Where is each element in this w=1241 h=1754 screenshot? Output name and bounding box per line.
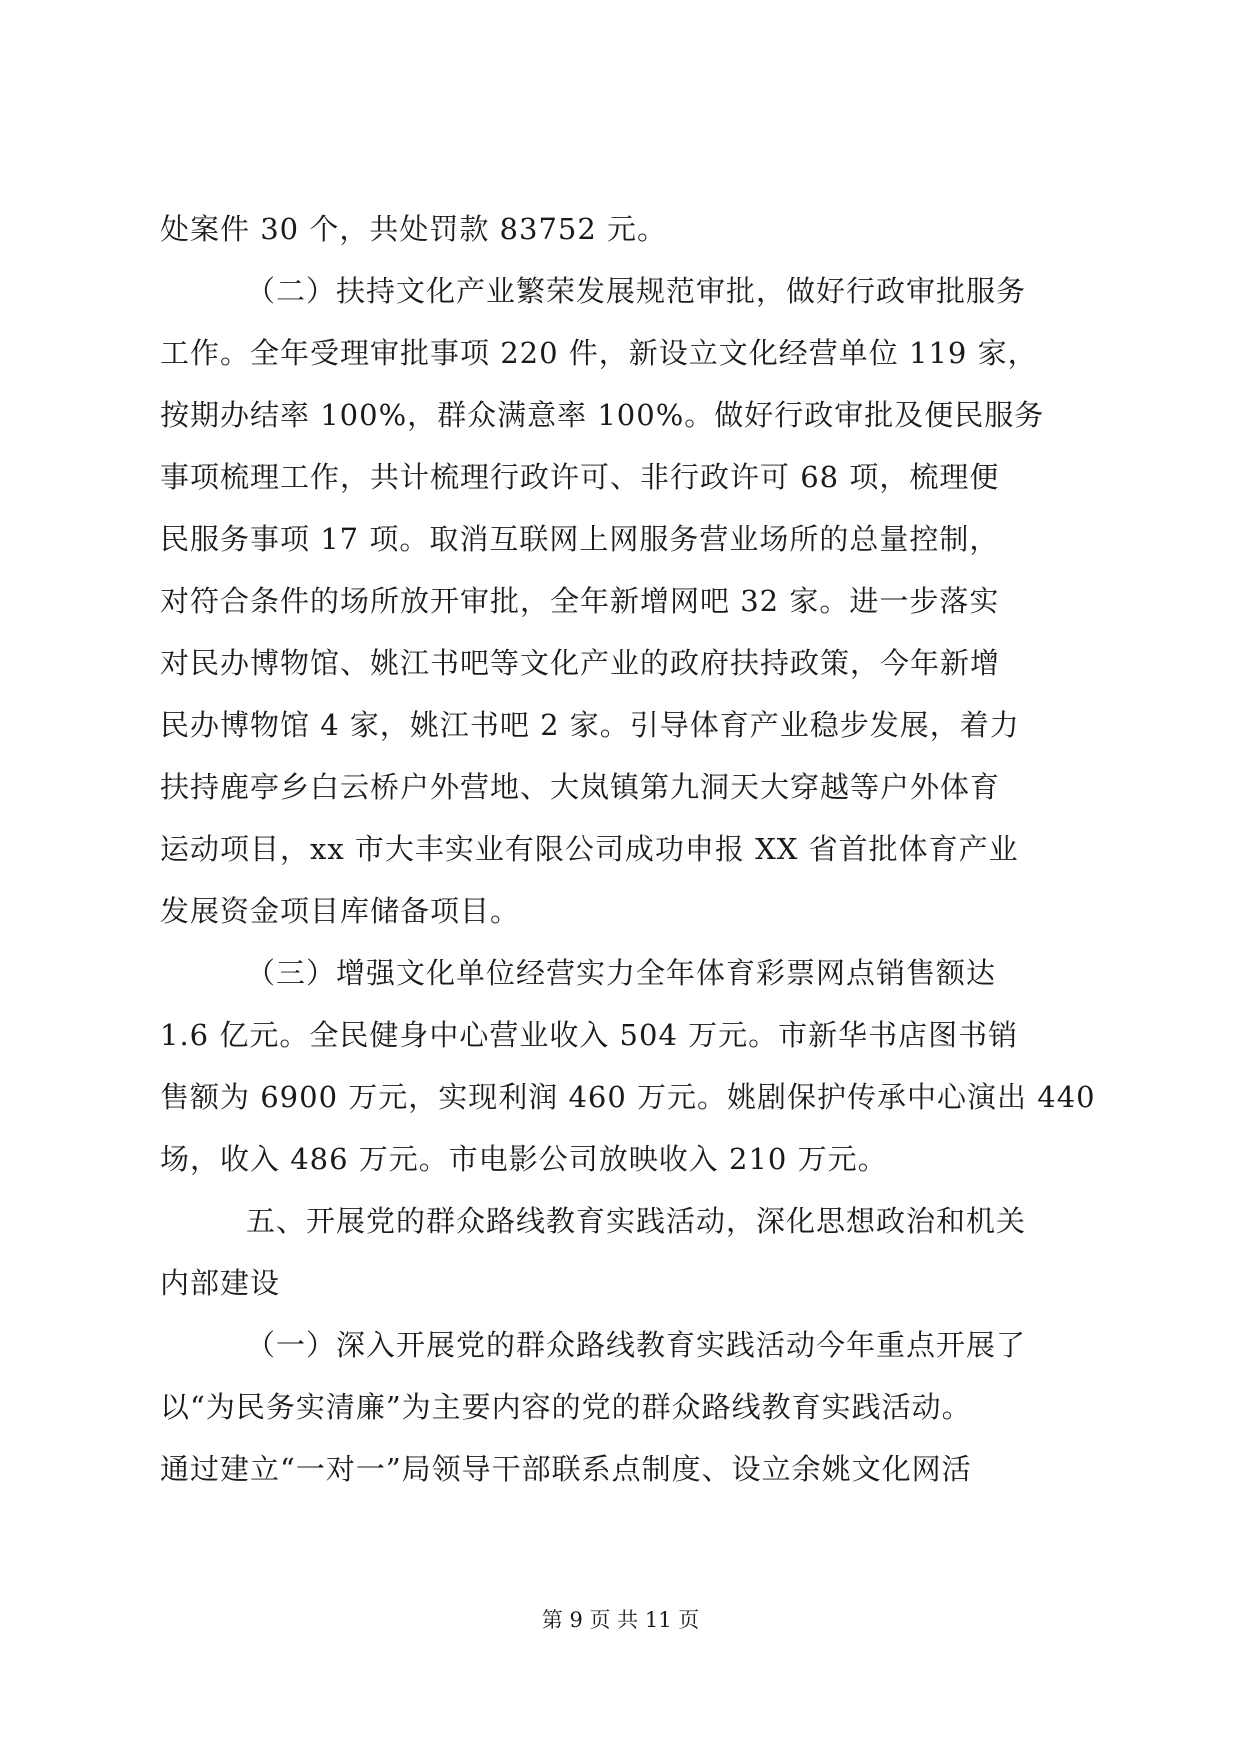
text-line: 处案件 30 个，共处罚款 83752 元。: [160, 212, 668, 246]
text-line: 民服务事项 17 项。取消互联网上网服务营业场所的总量控制，: [160, 522, 1000, 556]
text-line: 扶持鹿亭乡白云桥户外营地、大岚镇第九洞天大穿越等户外体育: [160, 770, 1001, 804]
text-line: 售额为 6900 万元，实现利润 460 万元。姚剧保护传承中心演出 440: [160, 1080, 1096, 1114]
text-line: 场，收入 486 万元。市电影公司放映收入 210 万元。: [160, 1142, 888, 1176]
text-line: 事项梳理工作，共计梳理行政许可、非行政许可 68 项，梳理便: [160, 460, 1000, 494]
text-line: 以“为民务实清廉”为主要内容的党的群众路线教育实践活动。: [160, 1390, 972, 1424]
document-body: [160, 198, 1096, 1500]
section-heading-1: （一）深入开展党的群众路线教育实践活动今年重点开展了: [246, 1328, 1027, 1362]
text-line: 民办博物馆 4 家，姚江书吧 2 家。引导体育产业稳步发展，着力: [160, 708, 1020, 742]
text-line: 对符合条件的场所放开审批，全年新增网吧 32 家。进一步落实: [160, 584, 1000, 618]
text-line: 工作。全年受理审批事项 220 件，新设立文化经营单位 119 家，: [160, 336, 1038, 370]
text-line: 1.6 亿元。全民健身中心营业收入 504 万元。市新华书店图书销: [160, 1018, 1019, 1052]
text-line: 按期办结率 100%，群众满意率 100%。做好行政审批及便民服务: [160, 398, 1045, 432]
section-heading-3: （三）增强文化单位经营实力全年体育彩票网点销售额达: [246, 956, 997, 990]
text-line: 运动项目，xx 市大丰实业有限公司成功申报 XX 省首批体育产业: [160, 832, 1019, 866]
chapter-heading-5: 五、开展党的群众路线教育实践活动，深化思想政治和机关: [246, 1204, 1027, 1238]
section-heading-2: （二）扶持文化产业繁荣发展规范审批，做好行政审批服务: [246, 274, 1027, 308]
text-line: 发展资金项目库储备项目。: [160, 894, 521, 928]
text-line: 内部建设: [160, 1266, 281, 1300]
page-number-footer: 第 9 页 共 11 页: [541, 1608, 700, 1632]
text-line: 对民办博物馆、姚江书吧等文化产业的政府扶持政策，今年新增: [160, 646, 1001, 680]
text-line: 通过建立“一对一”局领导干部联系点制度、设立余姚文化网活: [160, 1452, 972, 1486]
